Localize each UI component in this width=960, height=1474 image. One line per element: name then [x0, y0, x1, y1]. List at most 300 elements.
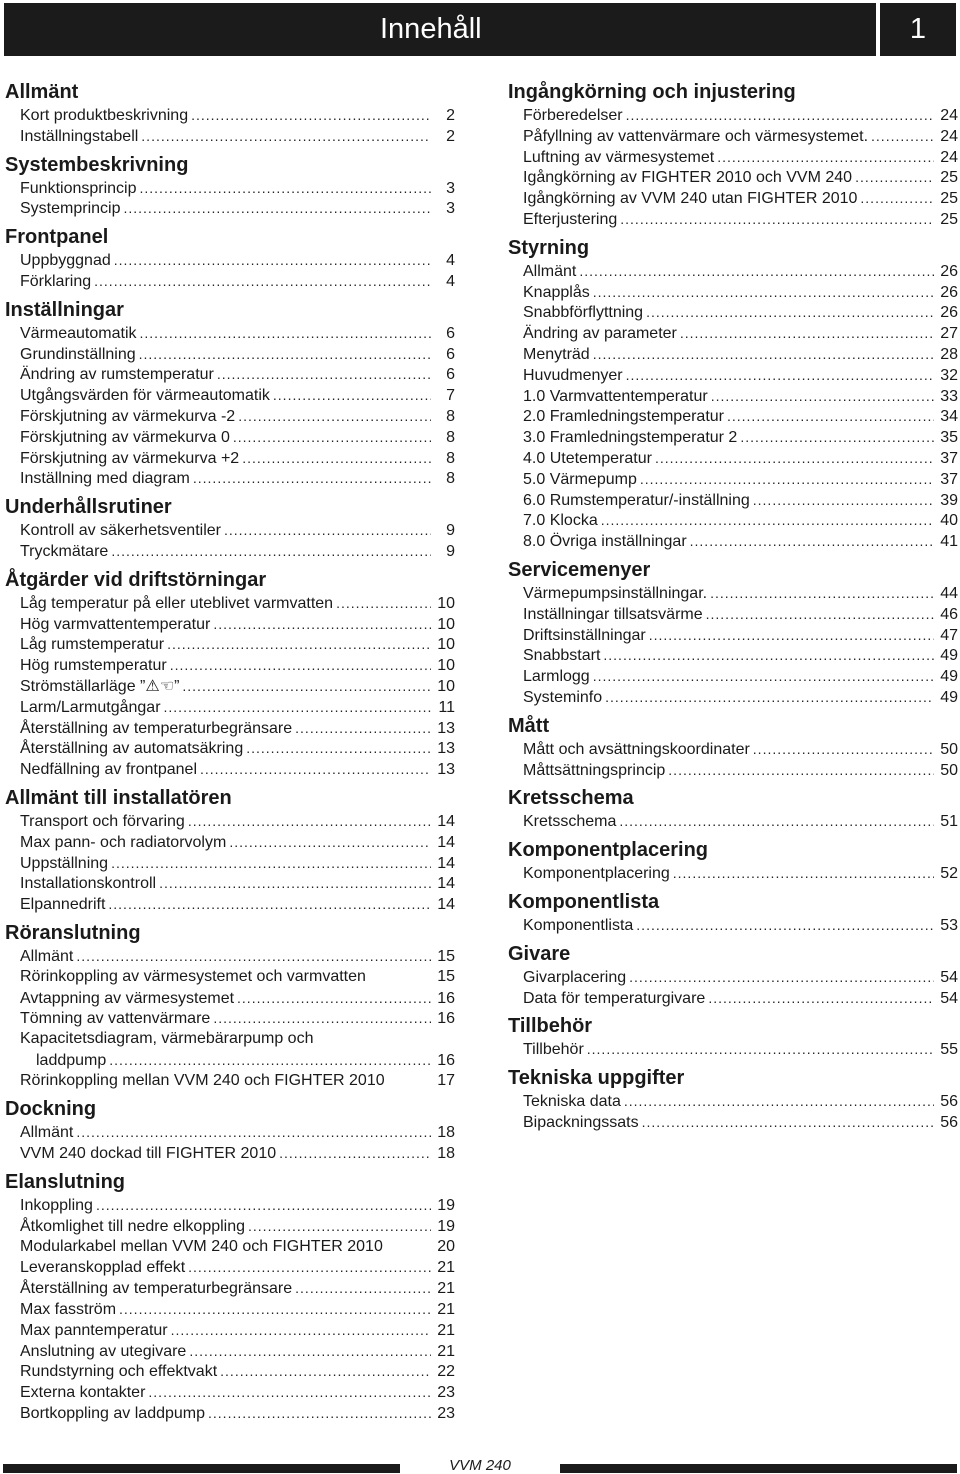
toc-leader-dots	[238, 406, 431, 427]
toc-entry-title: Givarplacering	[523, 968, 627, 986]
toc-entry-title: 8.0 Övriga inställningar	[523, 533, 687, 551]
toc-leader-dots	[224, 520, 431, 541]
toc-entry-page: 14	[437, 812, 455, 830]
toc-entry-page: 20	[437, 1237, 455, 1255]
toc-entry-page: 55	[940, 1041, 958, 1059]
toc-entry[interactable]	[508, 365, 958, 386]
toc-leader-dots	[189, 1341, 431, 1362]
section-heading: Elanslutning	[5, 1171, 125, 1194]
toc-entry[interactable]	[508, 645, 958, 666]
toc-entry-page: 6	[446, 324, 455, 342]
toc-leader-dots	[711, 386, 934, 407]
toc-entry[interactable]	[5, 1195, 455, 1216]
toc-entry-title: Snabbstart	[523, 647, 601, 665]
toc-entry[interactable]	[5, 1403, 455, 1424]
toc-entry-page: 21	[437, 1280, 455, 1298]
toc-section	[508, 941, 958, 1009]
section-heading: Underhållsrutiner	[5, 496, 172, 519]
toc-entry-page: 56	[940, 1093, 958, 1111]
toc-entry[interactable]	[5, 738, 455, 759]
toc-leader-dots	[148, 1382, 431, 1403]
toc-leader-dots	[242, 448, 431, 469]
toc-left-column	[5, 79, 455, 1424]
toc-leader-dots	[680, 323, 934, 344]
toc-entry[interactable]	[508, 126, 958, 147]
toc-entry[interactable]	[508, 167, 958, 188]
toc-leader-dots	[159, 873, 431, 894]
toc-section	[508, 235, 958, 552]
toc-entry-title: Max fasström	[20, 1301, 117, 1319]
toc-leader-dots	[708, 988, 934, 1009]
toc-entry[interactable]	[5, 946, 455, 967]
toc-entry[interactable]	[5, 634, 455, 655]
toc-entry[interactable]	[5, 1029, 455, 1050]
section-heading: Givare	[508, 942, 571, 965]
toc-entry[interactable]	[508, 510, 958, 531]
toc-leader-dots	[139, 344, 431, 365]
page-number: 1	[880, 3, 956, 56]
toc-entry-title: Inkoppling	[20, 1197, 93, 1215]
toc-section	[508, 1065, 958, 1133]
toc-entry-page: 46	[940, 605, 958, 623]
toc-entry-page: 56	[940, 1113, 958, 1131]
footer-bar-right	[560, 1464, 957, 1473]
toc-entry[interactable]	[5, 541, 455, 562]
toc-entry[interactable]	[5, 1122, 455, 1143]
toc-entry[interactable]	[508, 604, 958, 625]
toc-entry-page: 35	[940, 429, 958, 447]
toc-entry-page: 39	[940, 491, 958, 509]
section-heading: Komponentplacering	[508, 839, 709, 862]
footer-model: VVM 240	[449, 1457, 511, 1474]
toc-entry-title: Menyträd	[523, 345, 590, 363]
toc-entry-page: 37	[940, 449, 958, 467]
toc-leader-dots	[629, 967, 934, 988]
toc-entry[interactable]	[508, 760, 958, 781]
toc-leader-dots	[636, 915, 934, 936]
toc-leader-dots	[603, 645, 934, 666]
toc-entry[interactable]	[508, 687, 958, 708]
toc-leader-dots	[170, 655, 431, 676]
toc-entry-title: Mått och avsättningskoordinater	[523, 740, 750, 758]
toc-entry[interactable]	[5, 1257, 455, 1278]
toc-section	[508, 79, 958, 230]
toc-entry-title: Inställningar tillsatsvärme	[523, 605, 703, 623]
toc-entry-page: 25	[940, 210, 958, 228]
toc-entry-title: Påfyllning av vattenvärmare och värmesystemet.	[523, 127, 869, 145]
toc-entry[interactable]	[5, 655, 455, 676]
toc-entry-title: Tryckmätare	[20, 542, 109, 560]
toc-entry[interactable]	[5, 1216, 455, 1237]
toc-entry-page: 2	[446, 127, 455, 145]
toc-entry-title: Efterjustering	[523, 210, 618, 228]
toc-leader-dots	[279, 1143, 431, 1164]
toc-entry-title: Ändring av rumstemperatur	[20, 366, 214, 384]
toc-entry-title: Värmeautomatik	[20, 324, 137, 342]
toc-section	[5, 785, 455, 915]
toc-leader-dots	[188, 1257, 431, 1278]
toc-entry[interactable]	[5, 126, 455, 147]
toc-entry-page: 25	[940, 169, 958, 187]
toc-entry[interactable]	[508, 531, 958, 552]
toc-entry-title: Driftsinställningar	[523, 626, 646, 644]
toc-entry[interactable]	[5, 406, 455, 427]
toc-entry-page: 8	[446, 407, 455, 425]
toc-leader-dots	[605, 687, 934, 708]
toc-entry-title: Data för temperaturgivare	[523, 989, 706, 1007]
toc-entry[interactable]	[5, 427, 455, 448]
toc-entry-title: Knapplås	[523, 283, 590, 301]
toc-entry-title: Larmlogg	[523, 668, 590, 686]
toc-entry-title: Återställning av temperaturbegränsare	[20, 719, 293, 737]
toc-entry[interactable]	[508, 739, 958, 760]
toc-leader-dots	[717, 147, 934, 168]
toc-entry-title: Förskjutning av värmekurva -2	[20, 407, 236, 425]
toc-entry-page: 10	[437, 615, 455, 633]
toc-leader-dots	[94, 271, 431, 292]
toc-entry-page: 11	[438, 698, 455, 716]
section-heading: Åtgärder vid driftstörningar	[5, 568, 267, 591]
toc-entry-page: 8	[446, 470, 455, 488]
toc-entry-title: Modularkabel mellan VVM 240 och FIGHTER 2010	[20, 1237, 383, 1255]
toc-entry[interactable]	[5, 468, 455, 489]
toc-entry-page: 10	[437, 657, 455, 675]
toc-section	[5, 920, 455, 1092]
toc-entry-title: Kontroll av säkerhetsventiler	[20, 522, 221, 540]
toc-leader-dots	[109, 1050, 431, 1071]
toc-entry[interactable]	[5, 1361, 455, 1382]
toc-leader-dots	[123, 198, 431, 219]
toc-entry-title: Inställning med diagram	[20, 470, 190, 488]
toc-entry-page: 10	[437, 636, 455, 654]
section-heading: Styrning	[508, 236, 590, 259]
toc-leader-dots	[141, 126, 431, 147]
toc-leader-dots	[96, 1195, 431, 1216]
toc-leader-dots	[668, 760, 934, 781]
toc-entry-title: Kretsschema	[523, 813, 617, 831]
toc-leader-dots	[119, 1299, 431, 1320]
toc-entry-page: 15	[437, 967, 455, 985]
toc-entry-title: Förberedelser	[523, 107, 623, 124]
toc-entry-title: 2.0 Framledningstemperatur	[523, 408, 724, 426]
footer-bar-left	[3, 1464, 400, 1473]
toc-entry[interactable]	[508, 209, 958, 230]
toc-entry[interactable]	[508, 469, 958, 490]
toc-leader-dots	[753, 739, 934, 760]
toc-leader-dots	[593, 666, 934, 687]
toc-entry[interactable]	[5, 853, 455, 874]
toc-entry-page: 54	[940, 989, 958, 1007]
toc-leader-dots	[220, 1361, 431, 1382]
toc-entry-title: Förskjutning av värmekurva +2	[20, 449, 240, 467]
toc-entry-page: 6	[446, 345, 455, 363]
section-heading: Kretsschema	[508, 787, 634, 810]
toc-entry[interactable]	[508, 448, 958, 469]
toc-leader-dots	[295, 1278, 431, 1299]
toc-entry[interactable]	[508, 302, 958, 323]
toc-entry[interactable]	[5, 1143, 455, 1164]
toc-entry[interactable]	[5, 811, 455, 832]
toc-entry-title: 3.0 Framledningstemperatur 2	[523, 429, 738, 447]
toc-entry-title: Allmänt	[20, 947, 74, 965]
toc-entry-title: Tekniska data	[523, 1093, 621, 1111]
toc-entry[interactable]	[5, 894, 455, 915]
toc-entry[interactable]	[5, 1299, 455, 1320]
page-footer	[0, 1457, 960, 1474]
toc-entry-page: 25	[940, 190, 958, 208]
section-heading: Inställningar	[5, 298, 124, 321]
toc-entry[interactable]	[508, 915, 958, 936]
toc-entry-page: 9	[446, 522, 455, 540]
toc-leader-dots	[295, 718, 431, 739]
toc-entry-page: 13	[437, 761, 455, 779]
toc-entry[interactable]	[508, 147, 958, 168]
toc-section	[5, 152, 455, 220]
toc-entry[interactable]	[508, 490, 958, 511]
toc-entry[interactable]	[508, 666, 958, 687]
section-heading: Tillbehör	[508, 1015, 593, 1038]
toc-entry[interactable]	[508, 406, 958, 427]
toc-leader-dots	[710, 583, 934, 604]
page-title: Innehåll	[380, 13, 482, 45]
toc-leader-dots	[646, 302, 934, 323]
toc-entry-title: Åtkomlighet till nedre elkoppling	[20, 1217, 246, 1235]
toc-entry-page: 23	[437, 1405, 455, 1423]
toc-entry-page: 15	[437, 947, 455, 965]
toc-entry-title: Allmänt	[523, 262, 577, 280]
toc-entry-page: 24	[940, 148, 958, 166]
toc-entry[interactable]	[508, 323, 958, 344]
toc-entry-page: 13	[437, 719, 455, 737]
toc-entry[interactable]	[508, 1091, 958, 1112]
toc-section	[5, 297, 455, 489]
section-heading: Allmänt	[5, 81, 79, 103]
toc-entry-title: Återställning av automatsäkring	[20, 740, 244, 758]
toc-entry[interactable]	[5, 364, 455, 385]
section-heading: Servicemenyer	[508, 558, 651, 581]
toc-leader-dots	[655, 448, 934, 469]
toc-entry-title: Luftning av värmesystemet	[523, 148, 715, 166]
toc-entry[interactable]	[5, 1050, 455, 1071]
toc-entry-page: 34	[940, 408, 958, 426]
toc-entry[interactable]	[5, 614, 455, 635]
toc-entry-page: 24	[940, 107, 958, 124]
toc-entry-page: 49	[940, 668, 958, 686]
toc-entry-page: 4	[446, 252, 455, 270]
toc-entry[interactable]	[5, 593, 455, 614]
toc-entry-title: Uppställning	[20, 854, 109, 872]
toc-entry-title: Uppbyggnad	[20, 252, 111, 270]
toc-entry[interactable]	[5, 1278, 455, 1299]
toc-entry-page: 47	[940, 626, 958, 644]
toc-entry[interactable]	[508, 1112, 958, 1133]
toc-entry-title: Nedfällning av frontpanel	[20, 761, 198, 779]
toc-entry[interactable]	[5, 385, 455, 406]
toc-entry-title: Max panntemperatur	[20, 1321, 168, 1339]
toc-leader-dots	[579, 261, 934, 282]
toc-entry-page: 16	[437, 1051, 455, 1069]
toc-entry-title: Ändring av parameter	[523, 325, 677, 343]
toc-leader-dots	[753, 490, 934, 511]
toc-entry[interactable]	[5, 520, 455, 541]
toc-entry-title: 6.0 Rumstemperatur/-inställning	[523, 491, 750, 509]
toc-entry[interactable]	[508, 188, 958, 209]
toc-leader-dots	[237, 988, 431, 1009]
toc-entry-title: Rörinkoppling av värmesystemet och varmvatten	[20, 967, 366, 985]
toc-entry[interactable]	[508, 105, 958, 126]
toc-leader-dots	[191, 105, 431, 126]
toc-entry[interactable]	[508, 344, 958, 365]
toc-leader-dots	[593, 282, 934, 303]
toc-entry[interactable]	[5, 344, 455, 365]
toc-entry-title: Max pann- och radiatorvolym	[20, 833, 227, 851]
toc-leader-dots	[140, 178, 432, 199]
toc-leader-dots	[624, 1091, 934, 1112]
toc-entry[interactable]	[508, 282, 958, 303]
toc-leader-dots	[642, 1112, 934, 1133]
toc-entry-page: 17	[437, 1071, 455, 1089]
toc-entry-title: Inställningstabell	[20, 127, 139, 145]
toc-entry[interactable]	[5, 1071, 455, 1092]
toc-entry[interactable]	[5, 1320, 455, 1341]
toc-entry-title: Installationskontroll	[20, 875, 157, 893]
toc-entry-title: Transport och förvaring	[20, 812, 185, 830]
toc-entry[interactable]	[508, 988, 958, 1009]
toc-entry-page: 21	[437, 1321, 455, 1339]
toc-entry[interactable]	[5, 832, 455, 853]
toc-entry-title: Funktionsprincip	[20, 179, 137, 197]
toc-leader-dots	[193, 468, 431, 489]
toc-entry[interactable]	[5, 1341, 455, 1362]
toc-entry[interactable]	[5, 988, 455, 1009]
toc-entry-title: Systeminfo	[523, 688, 603, 706]
toc-leader-dots	[229, 832, 431, 853]
toc-leader-dots	[111, 853, 431, 874]
toc-entry-title: Bipackningssats	[523, 1113, 639, 1131]
toc-entry-page: 16	[437, 989, 455, 1007]
toc-entry-page: 23	[437, 1384, 455, 1402]
toc-entry-title: Snabbförflyttning	[523, 304, 644, 322]
toc-entry[interactable]	[5, 873, 455, 894]
page-header	[4, 3, 956, 56]
toc-entry[interactable]	[5, 448, 455, 469]
toc-section	[5, 79, 455, 147]
toc-entry[interactable]	[508, 427, 958, 448]
toc-entry[interactable]	[5, 1237, 455, 1258]
toc-entry-page: 14	[437, 875, 455, 893]
toc-leader-dots	[140, 323, 432, 344]
toc-entry-page: 37	[940, 470, 958, 488]
toc-entry[interactable]	[508, 967, 958, 988]
toc-entry-title: Låg temperatur på eller uteblivet varmvatten	[20, 594, 334, 612]
toc-entry-page: 14	[437, 854, 455, 872]
toc-entry-page: 8	[446, 449, 455, 467]
toc-entry[interactable]	[508, 811, 958, 832]
toc-entry-page: 2	[446, 107, 455, 124]
toc-entry-page: 21	[437, 1301, 455, 1319]
toc-entry-title: laddpump	[36, 1051, 107, 1069]
toc-entry-title: Externa kontakter	[20, 1384, 146, 1402]
toc-entry-page: 14	[437, 896, 455, 914]
toc-leader-dots	[213, 1008, 431, 1029]
toc-leader-dots	[855, 167, 934, 188]
toc-leader-dots	[871, 126, 934, 147]
toc-leader-dots	[626, 365, 934, 386]
toc-entry[interactable]	[5, 198, 455, 219]
toc-entry[interactable]	[508, 386, 958, 407]
toc-entry-title: Tillbehör	[523, 1041, 584, 1059]
toc-entry[interactable]	[508, 261, 958, 282]
toc-entry-title: VVM 240 dockad till FIGHTER 2010	[20, 1145, 277, 1163]
toc-section	[5, 1096, 455, 1164]
toc-entry[interactable]	[5, 105, 455, 126]
toc-entry[interactable]	[5, 1008, 455, 1029]
toc-leader-dots	[273, 385, 431, 406]
toc-entry-page: 51	[940, 813, 958, 831]
header-title-bar	[4, 3, 876, 56]
toc-entry-title: Systemprincip	[20, 200, 121, 218]
toc-section	[508, 889, 958, 936]
toc-section	[508, 713, 958, 781]
toc-leader-dots	[188, 811, 431, 832]
toc-entry-page: 21	[437, 1259, 455, 1277]
toc-leader-dots	[171, 1320, 431, 1341]
toc-entry-page: 28	[940, 345, 958, 363]
toc-section	[508, 837, 958, 884]
toc-entry[interactable]	[5, 323, 455, 344]
toc-entry-title: Leveranskopplad effekt	[20, 1259, 186, 1277]
toc-entry[interactable]	[5, 1382, 455, 1403]
toc-entry-title: 5.0 Värmepump	[523, 470, 637, 488]
toc-entry[interactable]	[5, 967, 455, 988]
toc-leader-dots	[619, 811, 934, 832]
toc-entry[interactable]	[508, 863, 958, 884]
toc-leader-dots	[76, 1122, 431, 1143]
toc-entry-page: 50	[940, 740, 958, 758]
toc-entry[interactable]	[5, 676, 455, 697]
toc-entry-page: 44	[940, 584, 958, 602]
toc-leader-dots	[860, 188, 934, 209]
toc-entry-title: Rörinkoppling mellan VVM 240 och FIGHTER 2010	[20, 1071, 385, 1089]
toc-entry[interactable]	[5, 759, 455, 780]
toc-leader-dots	[740, 427, 934, 448]
toc-entry[interactable]	[5, 718, 455, 739]
toc-entry[interactable]	[508, 1039, 958, 1060]
toc-leader-dots	[593, 344, 934, 365]
toc-entry-title: Igångkörning av FIGHTER 2010 och VVM 240	[523, 169, 853, 187]
toc-entry[interactable]	[5, 250, 455, 271]
section-heading: Dockning	[5, 1098, 97, 1121]
toc-leader-dots	[114, 250, 431, 271]
toc-entry[interactable]	[5, 271, 455, 292]
toc-section	[5, 567, 455, 780]
section-heading: Komponentlista	[508, 890, 660, 913]
section-heading: Röranslutning	[5, 921, 141, 944]
toc-entry-title: Huvudmenyer	[523, 366, 623, 384]
toc-entry-page: 33	[940, 387, 958, 405]
toc-entry-page: 10	[437, 677, 455, 695]
toc-entry[interactable]	[5, 178, 455, 199]
toc-entry[interactable]	[508, 583, 958, 604]
toc-entry-title: 1.0 Varmvattentemperatur	[523, 387, 708, 405]
toc-entry-page: 22	[437, 1363, 455, 1381]
toc-entry[interactable]	[5, 697, 455, 718]
toc-leader-dots	[620, 209, 934, 230]
toc-leader-dots	[200, 759, 431, 780]
toc-entry-page: 32	[940, 366, 958, 384]
toc-entry-title: Kapacitetsdiagram, värmebärarpump och	[20, 1030, 314, 1048]
toc-entry[interactable]	[508, 625, 958, 646]
